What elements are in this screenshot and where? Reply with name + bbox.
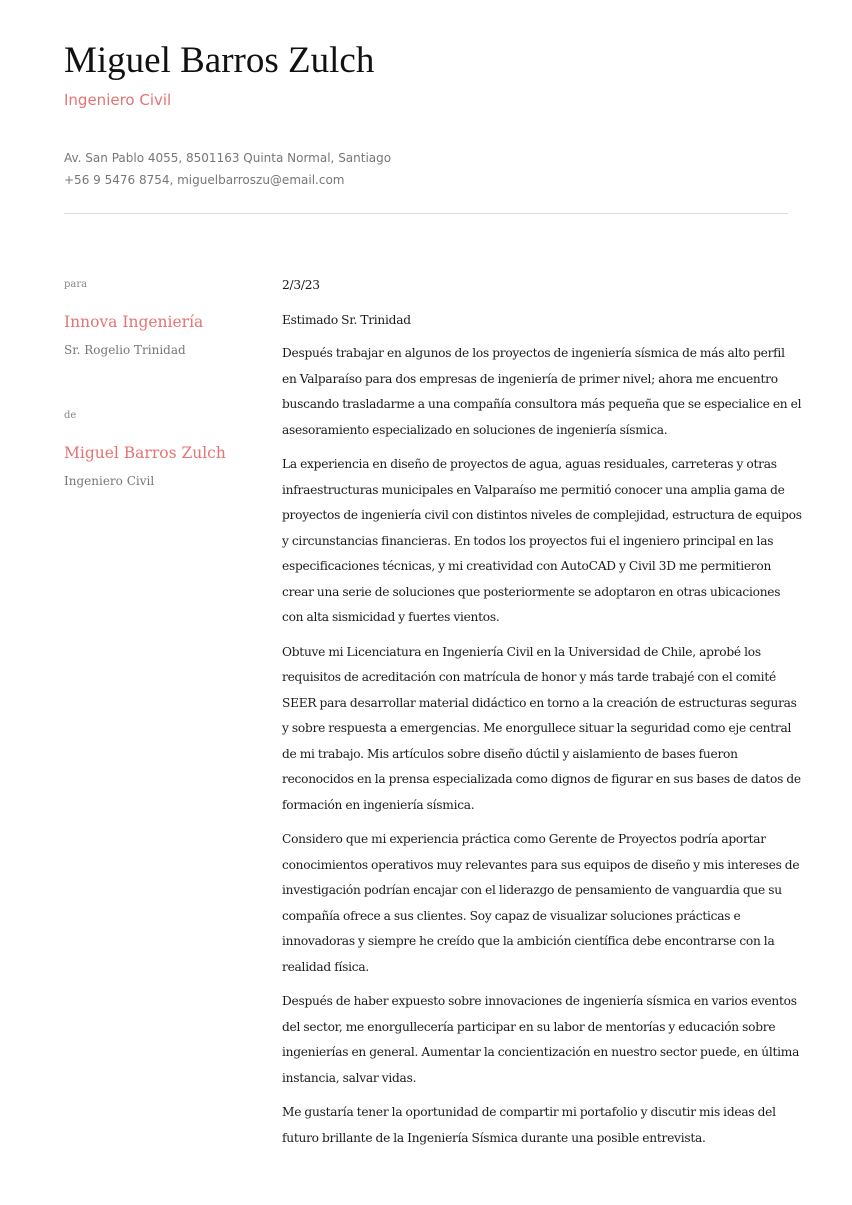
letter-body bbox=[282, 273, 802, 1160]
letter-paragraph: Después trabajar en algunos de los proyectos de ingeniería sísmica de más alto perfil en Valparaíso para dos empresas de ingeniería de primer nivel; ahora me encuentro buscando trasladarme a una compañía consultora más pequeña que se especialice en el asesoramiento especializado en soluciones de ingeniería sísmica. bbox=[282, 346, 802, 437]
recipient-company: Innova Ingeniería bbox=[64, 313, 204, 331]
header-divider bbox=[64, 213, 788, 214]
letter-greeting: Estimado Sr. Trinidad bbox=[282, 312, 411, 327]
sender-name: Miguel Barros Zulch bbox=[64, 444, 226, 462]
applicant-name: Miguel Barros Zulch bbox=[64, 40, 375, 81]
contact-phone-email: +56 9 5476 8754, miguelbarroszu@email.com bbox=[64, 173, 345, 187]
letter-paragraph: Obtuve mi Licenciatura en Ingeniería Civil en la Universidad de Chile, aprobé los requisitos de acreditación con matrícula de honor y más tarde trabajé con el comité SEER para desarrollar material didáctico en torno a la creación de estructuras seguras y sobre respuesta a emergencias. Me enorgullece situar la seguridad como eje central de mi trabajo. Mis artículos sobre diseño dúctil y aislamiento de bases fueron reconocidos en la prensa especializada como dignos de figurar en sus bases de datos de formación en ingeniería sísmica. bbox=[282, 644, 801, 812]
applicant-title: Ingeniero Civil bbox=[64, 91, 172, 109]
letter-paragraph: La experiencia en diseño de proyectos de agua, aguas residuales, carreteras y otras infraestructuras municipales en Valparaíso me permitió conocer una amplia gama de proyectos de ingeniería civil con distintos niveles de complejidad, estructura de equipos y circunstancias financieras. En todos los proyectos fui el ingeniero principal en las especificaciones técnicas, y mi creatividad con AutoCAD y Civil 3D me permitieron crear una serie de soluciones que posteriormente se adoptaron en otras ubicaciones con alta sismicidad y fuertes vientos. bbox=[282, 457, 802, 624]
sender-label: de bbox=[64, 410, 77, 421]
letter-paragraph: Considero que mi experiencia práctica como Gerente de Proyectos podría aportar conocimientos operativos muy relevantes para sus equipos de diseño y mis intereses de investigación podrían encajar con el liderazgo de pensamiento de vanguardia que su compañía ofrece a sus clientes. Soy capaz de visualizar soluciones prácticas e innovadoras y siempre he creído que la ambición científica debe encontrarse con la realidad física. bbox=[282, 832, 800, 974]
letter-date: 2/3/23 bbox=[282, 278, 320, 292]
recipient-label: para bbox=[64, 279, 88, 290]
sender-title: Ingeniero Civil bbox=[64, 474, 155, 488]
recipient-name: Sr. Rogelio Trinidad bbox=[64, 343, 186, 357]
letter-paragraph: Después de haber expuesto sobre innovaciones de ingeniería sísmica en varios eventos del sector, me enorgullecería participar en su labor de mentorías y educación sobre ingenierías en general. Aumentar la concientización en nuestro sector puede, en última instancia, salvar vidas. bbox=[282, 994, 800, 1085]
contact-address: Av. San Pablo 4055, 8501163 Quinta Normal, Santiago bbox=[64, 151, 392, 165]
letter-paragraph: Me gustaría tener la oportunidad de compartir mi portafolio y discutir mis ideas del futuro brillante de la Ingeniería Sísmica durante una posible entrevista. bbox=[282, 1105, 776, 1145]
